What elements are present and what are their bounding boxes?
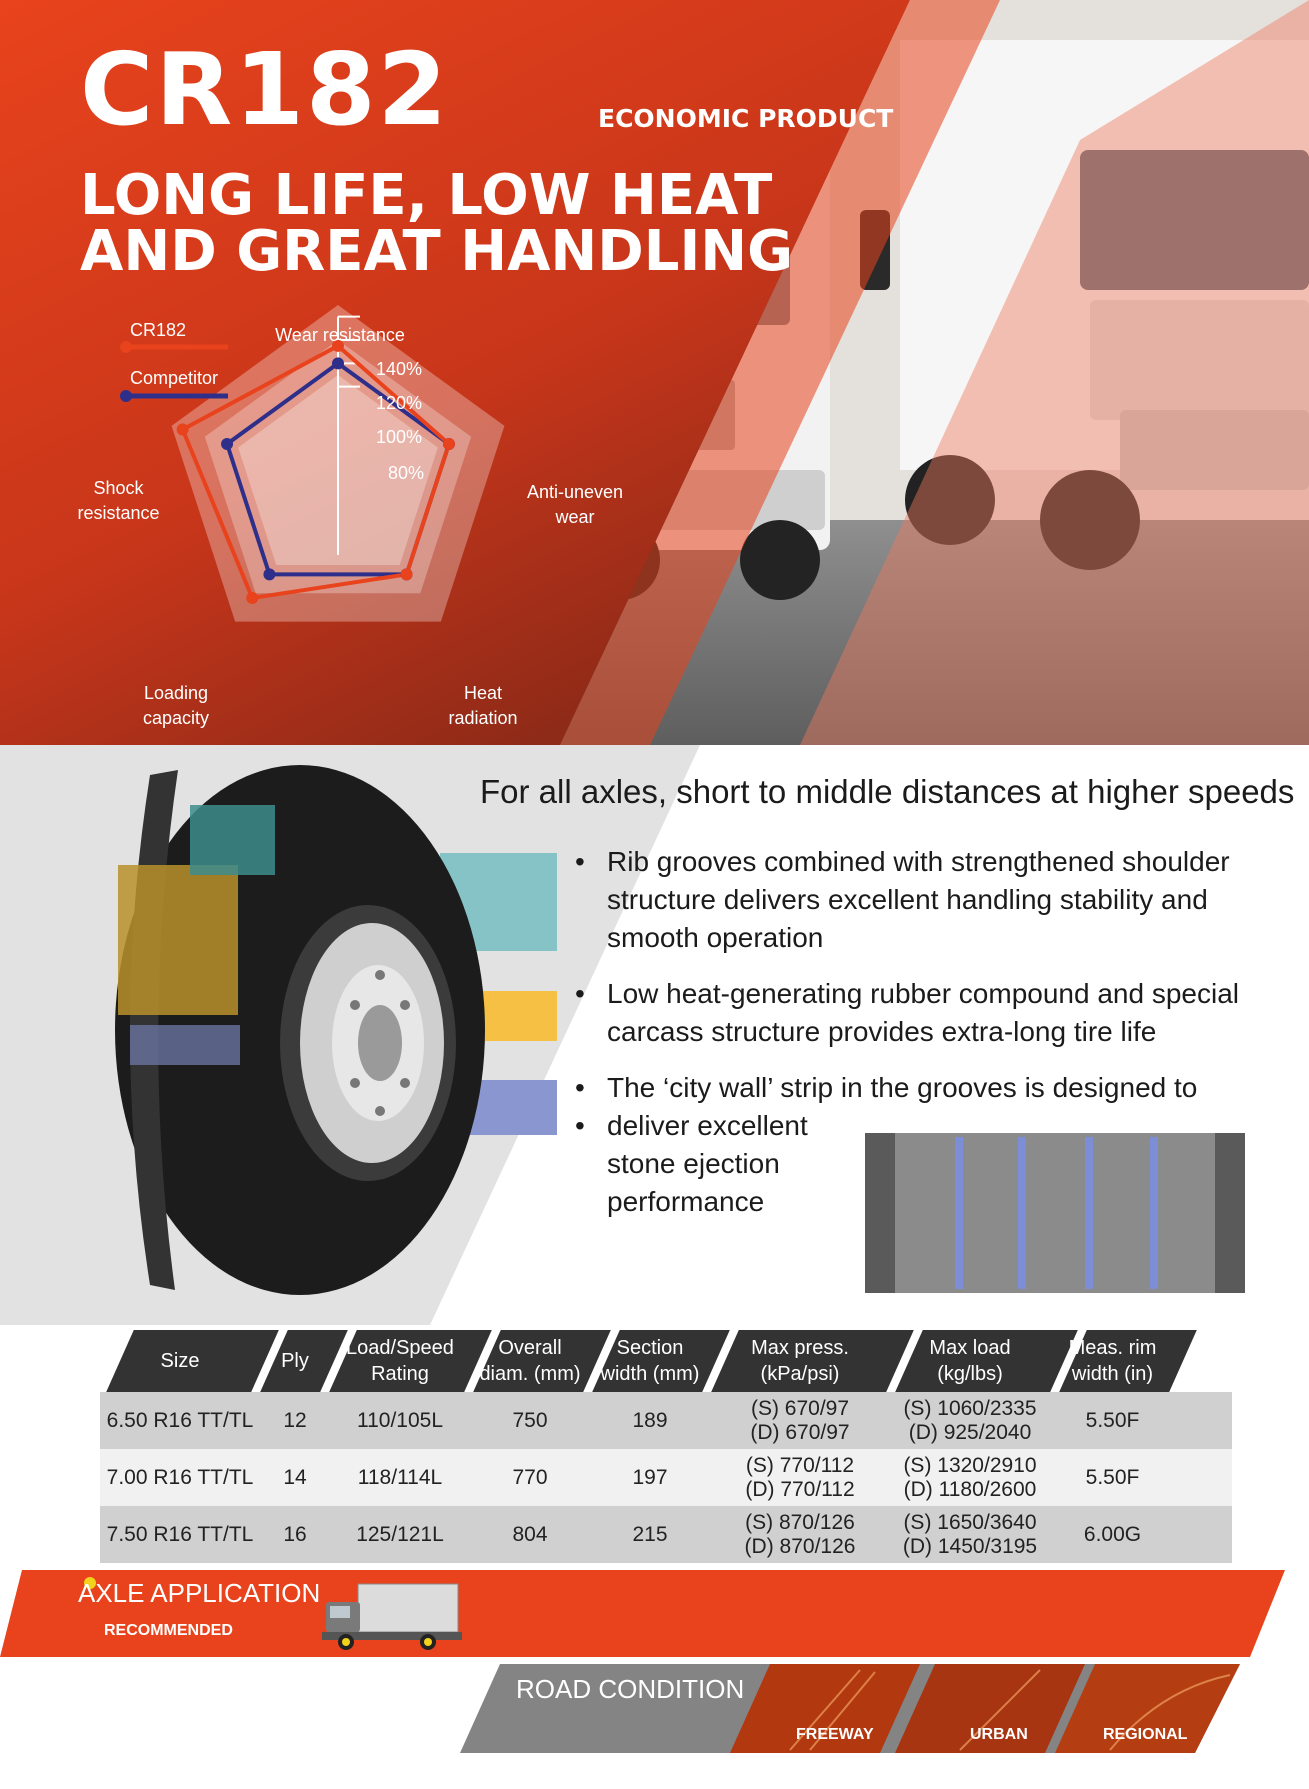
axle-title: AXLE APPLICATION — [78, 1578, 321, 1608]
product-model: CR182 — [80, 31, 450, 148]
cell-ply: 16 — [283, 1522, 307, 1546]
hero-banner — [0, 0, 1309, 745]
product-tag: ECONOMIC PRODUCT — [598, 104, 894, 133]
cell-ply: 12 — [283, 1408, 307, 1432]
cell-load — [890, 1506, 1050, 1563]
table-header — [100, 1330, 1260, 1392]
spec-table — [100, 1330, 1260, 1563]
road-label-urban: URBAN — [970, 1726, 1028, 1743]
competitor-point — [263, 568, 275, 580]
cell-diam: 750 — [512, 1408, 548, 1432]
axis-label-heat-line2: radiation — [448, 708, 518, 728]
axis-label-shock-line1: Shock — [93, 478, 144, 498]
cr182-point — [443, 438, 455, 450]
cell-width: 215 — [632, 1522, 668, 1546]
table-row — [100, 1392, 1232, 1449]
cell-line: (D) 870/126 — [744, 1534, 856, 1558]
cell-line: (S) 1060/2335 — [903, 1396, 1037, 1420]
feature-bullet-continuation — [575, 1107, 837, 1221]
cell-line: (S) 870/126 — [745, 1510, 855, 1534]
cell-size: 7.50 R16 TT/TL — [106, 1522, 254, 1546]
tick-label-100: 100% — [376, 427, 423, 447]
cell-diam: 770 — [512, 1465, 548, 1489]
axis-label-load-line2: capacity — [142, 708, 210, 728]
cell-load — [890, 1392, 1050, 1449]
header-line: Rating — [371, 1363, 429, 1385]
axis-label-anti-uneven — [505, 480, 645, 530]
headline-line-2: AND GREAT HANDLING — [80, 219, 794, 284]
cell-line: (D) 925/2040 — [908, 1420, 1032, 1444]
cell-rim: 6.00G — [1083, 1522, 1142, 1546]
header-line: Section — [616, 1337, 684, 1359]
axis-label-load-line1: Loading — [143, 683, 209, 703]
cell-rim: 5.50F — [1085, 1465, 1140, 1489]
cell-line: (S) 1650/3640 — [903, 1510, 1037, 1534]
header-section — [590, 1330, 710, 1392]
axis-label-anti-line1: Anti-uneven — [526, 482, 624, 502]
cell-line: (D) 770/112 — [745, 1477, 855, 1501]
header-ply: Ply — [281, 1350, 309, 1372]
header-line: diam. (mm) — [479, 1363, 581, 1385]
cr182-point — [177, 424, 189, 436]
cr182-point — [401, 568, 413, 580]
cell-rating: 110/105L — [356, 1408, 444, 1432]
cell-diam: 804 — [512, 1522, 548, 1546]
cell-press — [710, 1392, 890, 1449]
feature-title: For all axles, short to middle distances at higher speeds — [480, 773, 1295, 810]
feature-bullet: • Low heat-generating rubber compound and special carcass structure provides extra-long tire life — [575, 975, 1275, 1051]
cell-load — [890, 1449, 1050, 1506]
cell-line: (D) 670/97 — [750, 1420, 850, 1444]
cell-rating: 125/121L — [356, 1522, 444, 1546]
header-line: (kPa/psi) — [760, 1363, 840, 1385]
table-row — [100, 1506, 1232, 1563]
header-load — [890, 1330, 1050, 1392]
axis-label-wear: Wear resistance — [275, 325, 405, 345]
table-row — [100, 1449, 1232, 1506]
cell-rating: 118/114L — [357, 1465, 443, 1489]
header-line: Load/Speed — [346, 1337, 454, 1359]
header-load-speed — [330, 1330, 470, 1392]
axis-label-loading — [126, 681, 226, 731]
feature-bullet: • Rib grooves combined with strengthened shoulder structure delivers excellent handling stability and smooth operation — [575, 843, 1275, 957]
feature-bullet-text: deliver excellent stone ejection performance — [607, 1110, 808, 1217]
header-overall — [470, 1330, 590, 1392]
feature-section — [0, 745, 1309, 1325]
cr182-point — [246, 592, 258, 604]
feature-bullet: • The ‘city wall’ strip in the grooves is designed to — [575, 1069, 1275, 1107]
tick-label-140: 140% — [376, 359, 423, 379]
tick-label-120: 120% — [376, 393, 423, 413]
axis-label-shock — [66, 476, 171, 526]
cell-width: 197 — [632, 1465, 668, 1489]
competitor-point — [332, 357, 344, 369]
header-line: width (in) — [1071, 1363, 1154, 1385]
axle-subtitle: RECOMMENDED — [104, 1622, 233, 1639]
cell-ply: 14 — [283, 1465, 307, 1489]
header-size: Size — [160, 1350, 200, 1372]
cell-line: (D) 1180/2600 — [903, 1477, 1037, 1501]
cell-size: 7.00 R16 TT/TL — [106, 1465, 254, 1489]
tire-image — [115, 765, 485, 1295]
cell-line: (S) 770/112 — [745, 1453, 855, 1477]
cell-line: (S) 670/97 — [750, 1396, 850, 1420]
axis-label-heat — [428, 681, 538, 731]
cell-press — [710, 1449, 890, 1506]
axis-label-anti-line2: wear — [555, 507, 595, 527]
cell-press — [710, 1506, 890, 1563]
legend-competitor-marker — [120, 390, 132, 402]
competitor-point — [221, 438, 233, 450]
tick-label-80: 80% — [388, 463, 425, 483]
legend-cr182-label: CR182 — [130, 320, 187, 340]
road-title: ROAD CONDITION — [516, 1674, 745, 1704]
cell-rim: 5.50F — [1085, 1408, 1140, 1432]
axis-label-heat-line1: Heat — [463, 683, 503, 703]
cell-line: (S) 1320/2910 — [903, 1453, 1037, 1477]
legend-competitor-label: Competitor — [130, 368, 219, 388]
cell-size: 6.50 R16 TT/TL — [106, 1408, 254, 1432]
axis-label-shock-line2: resistance — [77, 503, 160, 523]
header-line: width (mm) — [600, 1363, 700, 1385]
header-line: Max press. — [751, 1337, 849, 1359]
table-body — [100, 1392, 1232, 1563]
headline-line-1: LONG LIFE, LOW HEAT — [80, 163, 773, 228]
cell-width: 189 — [632, 1408, 668, 1432]
header-line: Meas. rim — [1068, 1337, 1157, 1359]
header-line: Overall — [498, 1337, 562, 1359]
header-line: Max load — [929, 1337, 1011, 1359]
road-label-freeway: FREEWAY — [796, 1726, 874, 1743]
feature-bullet-list — [575, 843, 1275, 1239]
header-rim — [1050, 1330, 1175, 1392]
header-press — [710, 1330, 890, 1392]
cell-line: (D) 1450/3195 — [902, 1534, 1038, 1558]
road-label-regional: REGIONAL — [1103, 1726, 1188, 1743]
header-line: (kg/lbs) — [937, 1363, 1003, 1385]
